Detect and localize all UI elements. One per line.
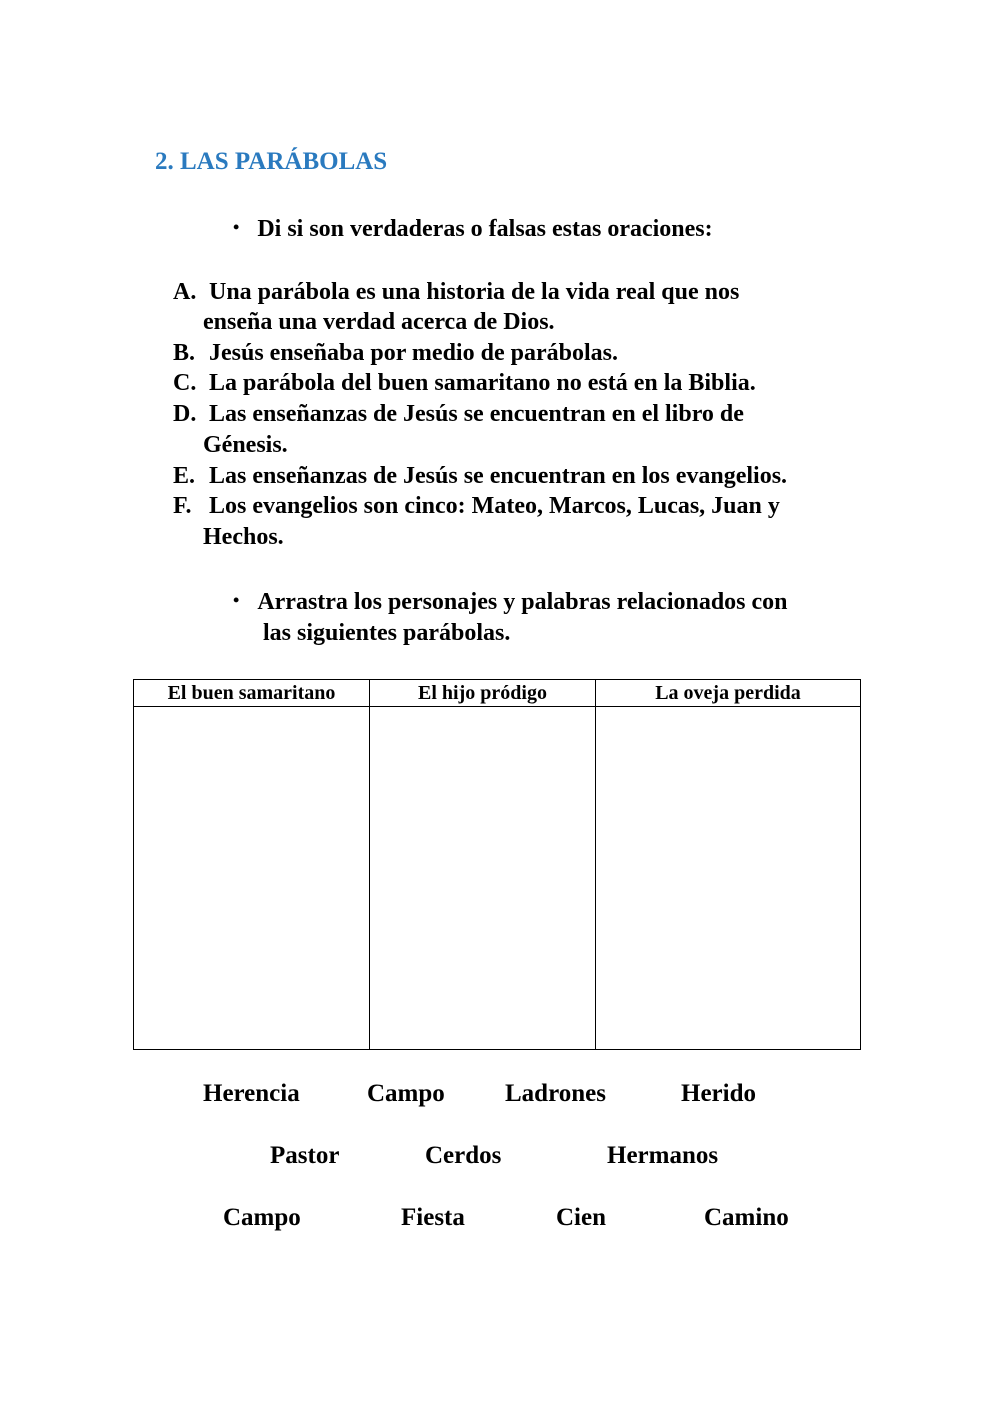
statement-a[interactable]: A. Una parábola es una historia de la vida real que nos	[173, 279, 740, 305]
word-campo-2[interactable]: Campo	[223, 1204, 301, 1231]
word-herido[interactable]: Herido	[681, 1080, 756, 1107]
statement-c[interactable]: C. La parábola del buen samaritano no está en la Biblia.	[173, 370, 756, 396]
statement-a-cont: enseña una verdad acerca de Dios.	[203, 309, 555, 335]
instruction-true-false	[233, 216, 713, 243]
instruction-drag-line1: Arrastra los personajes y palabras relacionados con	[257, 589, 788, 615]
sorting-table	[133, 679, 861, 1050]
instruction-text: Di si son verdaderas o falsas estas oraciones:	[257, 216, 713, 242]
statement-f[interactable]: F. Los evangelios son cinco: Mateo, Marcos, Lucas, Juan y	[173, 493, 780, 519]
header-buen-samaritano: El buen samaritano	[134, 680, 370, 707]
word-cerdos[interactable]: Cerdos	[425, 1142, 502, 1169]
instruction-drag	[233, 589, 788, 616]
statement-b[interactable]: B. Jesús enseñaba por medio de parábolas.	[173, 340, 618, 366]
header-oveja-perdida: La oveja perdida	[596, 680, 861, 707]
drop-zone-hijo-prodigo[interactable]	[370, 707, 596, 1050]
word-pastor[interactable]: Pastor	[270, 1142, 340, 1169]
word-herencia[interactable]: Herencia	[203, 1080, 300, 1107]
statement-e[interactable]: E. Las enseñanzas de Jesús se encuentran en los evangelios.	[173, 463, 788, 489]
word-fiesta[interactable]: Fiesta	[401, 1204, 465, 1231]
word-cien[interactable]: Cien	[556, 1204, 606, 1231]
word-camino[interactable]: Camino	[704, 1204, 789, 1231]
drop-zone-buen-samaritano[interactable]	[134, 707, 370, 1050]
word-campo[interactable]: Campo	[367, 1080, 445, 1107]
statement-d[interactable]: D. Las enseñanzas de Jesús se encuentran en el libro de	[173, 401, 744, 427]
word-hermanos[interactable]: Hermanos	[607, 1142, 719, 1169]
statement-d-cont: Génesis.	[203, 432, 288, 458]
drop-zone-oveja-perdida[interactable]	[596, 707, 861, 1050]
bullet-icon: •	[233, 590, 240, 610]
word-ladrones[interactable]: Ladrones	[505, 1080, 606, 1107]
header-hijo-prodigo: El hijo pródigo	[370, 680, 596, 707]
statement-f-cont: Hechos.	[203, 524, 284, 550]
instruction-drag-line2: las siguientes parábolas.	[263, 620, 511, 646]
bullet-icon: •	[233, 217, 240, 237]
section-title: 2. LAS PARÁBOLAS	[155, 148, 388, 175]
